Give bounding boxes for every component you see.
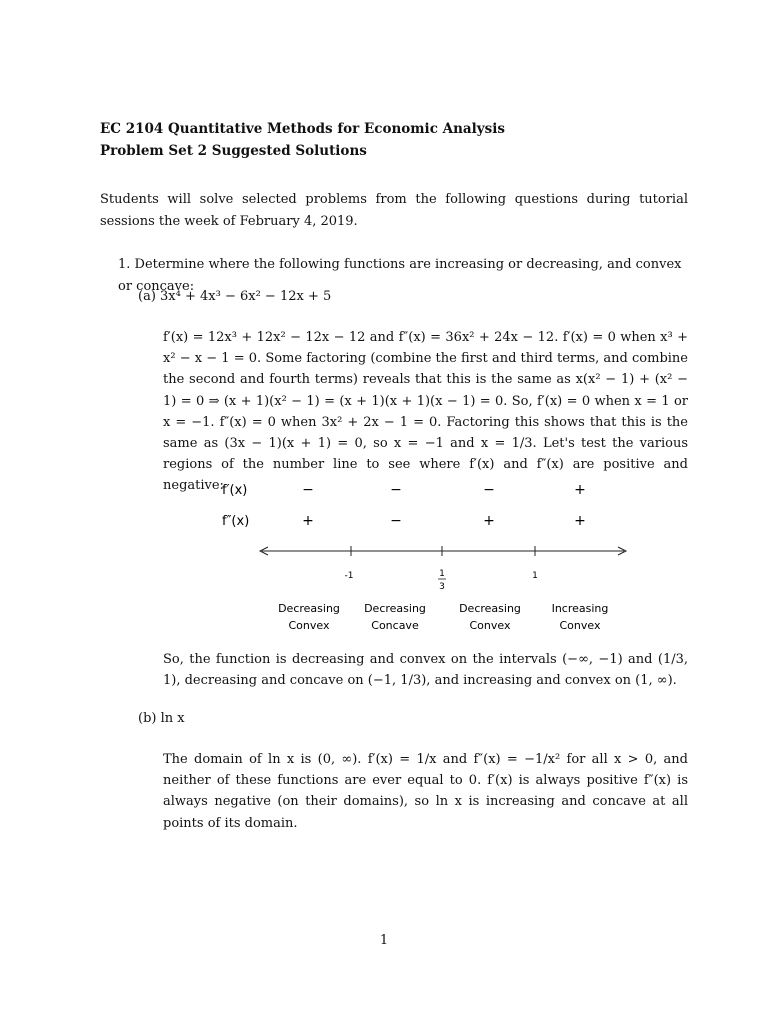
page-number: 1 (379, 933, 389, 948)
intro-paragraph: Students will solve selected problems from the following questions during tutorial sessions the week of February 4, 2019. (100, 192, 688, 229)
part-b-label: (b) ln x (138, 711, 185, 726)
fdoubleprime-sign-4: + (574, 513, 586, 529)
fdoubleprime-sign-1: + (302, 513, 314, 529)
fdoubleprime-sign-2: − (390, 513, 402, 529)
fprime-sign-2: − (390, 482, 402, 498)
tick-label-1: 1 (532, 571, 538, 581)
problem-set-title: Problem Set 2 Suggested Solutions (100, 143, 367, 159)
region-3-line2: Convex (469, 619, 511, 632)
region-2-line1: Decreasing (364, 602, 426, 615)
part-b-solution: The domain of ln x is (0, ∞). f′(x) = 1/x and f″(x) = −1/x² for all x > 0, and neither of these functions are ever equal to 0. f′(x) is always positive f″(x) is always negative (on their domains), so ln x is increasing and concave at all points of its domain. (163, 752, 688, 831)
region-4-line2: Convex (559, 619, 601, 632)
region-2-line2: Concave (371, 619, 419, 632)
course-title: EC 2104 Quantitative Methods for Economic Analysis (100, 121, 505, 137)
tick-label-third-numerator: 1 (439, 569, 445, 579)
part-a-solution: f′(x) = 12x³ + 12x² − 12x − 12 and f″(x) = 36x² + 24x − 12. f′(x) = 0 when x³ + x² − x − 1 = 0. Some factoring (combine the first and third terms, and combine the second and fourth terms) reveals that this is the same as x(x² − 1) + (x² − 1) = 0 ⇒ (x + 1)(x² − 1) = (x + 1)(x + 1)(x − 1) = 0. So, f′(x) = 0 when x = 1 or x = −1. f″(x) = 0 when 3x² + 2x − 1 = 0. Factoring this shows that this is the same as (3x − 1)(x + 1) = 0, so x = −1 and x = 1/3. Let's test the various regions of the number line to see where f′(x) and f″(x) are positive and negative: (163, 330, 688, 494)
fdoubleprime-sign-3: + (483, 513, 495, 529)
region-3-line1: Decreasing (459, 602, 521, 615)
region-1-line2: Convex (288, 619, 330, 632)
part-a-label: (a) 3x⁴ + 4x³ − 6x² − 12x + 5 (138, 289, 332, 304)
tick-label-third-denominator: 3 (439, 582, 445, 592)
fprime-sign-4: + (574, 482, 586, 498)
fprime-row-label: f′(x) (222, 483, 248, 498)
region-4-line1: Increasing (551, 602, 609, 615)
region-1-line1: Decreasing (278, 602, 340, 615)
question-1-prompt: 1. Determine where the following functions are increasing or decreasing, and convex or concave: (118, 257, 682, 294)
fprime-sign-3: − (483, 482, 495, 498)
fdoubleprime-row-label: f″(x) (222, 514, 250, 529)
part-a-conclusion: So, the function is decreasing and convex on the intervals (−∞, −1) and (1/3, 1), decreasing and concave on (−1, 1/3), and increasing and convex on (1, ∞). (163, 652, 688, 689)
fprime-sign-1: − (302, 482, 314, 498)
title-block (100, 118, 505, 162)
tick-label-neg1: -1 (344, 571, 354, 581)
sign-chart (0, 470, 768, 640)
